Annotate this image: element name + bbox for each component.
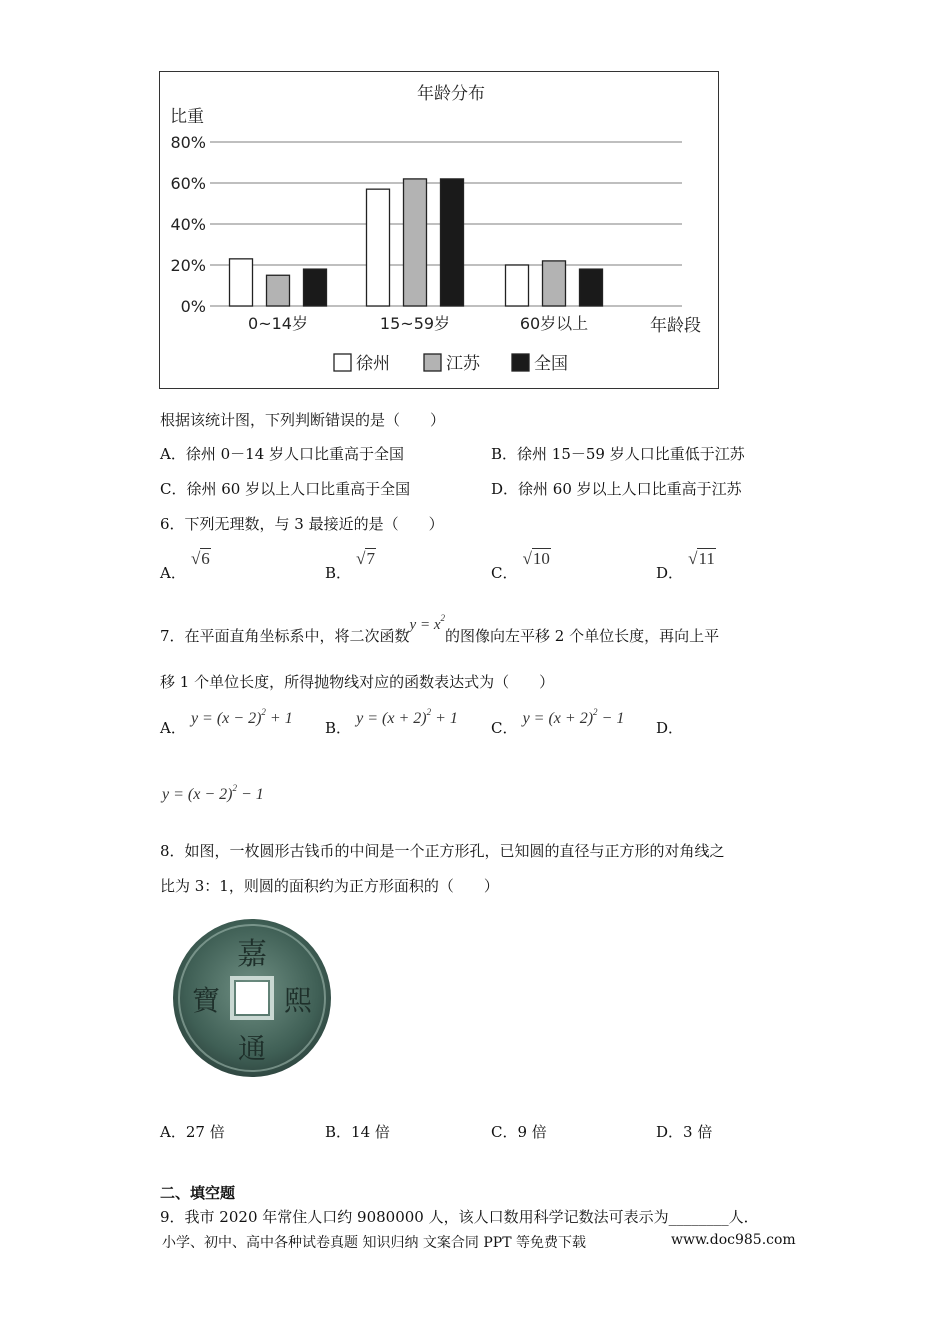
- q7-function: [409, 613, 445, 633]
- q8-option-b[interactable]: B．14 倍: [325, 1123, 390, 1141]
- bar: [230, 259, 253, 306]
- bar: [304, 269, 327, 306]
- q6-option-c-math: √10: [522, 549, 550, 568]
- y-tick-label: 20%: [170, 256, 206, 275]
- bar: [267, 275, 290, 306]
- q6-stem: 6．下列无理数，与 3 最接近的是（ ）: [160, 515, 444, 533]
- x-tick-label: 0~14岁: [248, 314, 308, 333]
- y-tick-label: 40%: [170, 215, 206, 234]
- q8-stem-line1: 8．如图，一枚圆形古钱币的中间是一个正方形孔，已知圆的直径与正方形的对角线之: [160, 842, 725, 860]
- bar: [367, 189, 390, 306]
- legend-swatch: [334, 354, 351, 371]
- q5-option-d[interactable]: D．徐州 60 岁以上人口比重高于江苏: [491, 480, 742, 498]
- q6-option-d-math: √11: [688, 549, 715, 568]
- q7-function-exp: 2: [440, 613, 445, 623]
- q6-option-b-label: B．: [325, 564, 352, 582]
- q8-option-c[interactable]: C．9 倍: [491, 1123, 547, 1141]
- q7-option-a-math: $y = (x - 2)^2 + 1$: [190, 706, 293, 727]
- legend-swatch: [512, 354, 529, 371]
- q7-option-c-math: $y = (x + 2)^2 - 1$: [522, 706, 625, 727]
- y-axis-label: 比重: [170, 107, 204, 127]
- y-tick-label: 0%: [180, 297, 206, 316]
- radicand-d: 11: [698, 549, 715, 568]
- q7-option-b[interactable]: [325, 706, 458, 737]
- q7-option-b-label: B．: [325, 719, 352, 737]
- chart-title: 年龄分布: [417, 84, 485, 104]
- q5-option-a[interactable]: A．徐州 0－14 岁人口比重高于全国: [160, 445, 405, 463]
- y-tick-label: 60%: [170, 174, 206, 193]
- radicand-a: 6: [201, 549, 210, 568]
- q6-option-b[interactable]: [325, 549, 376, 582]
- q6-option-a-math: √6: [190, 549, 210, 568]
- legend-label: 江苏: [446, 354, 480, 374]
- q7-option-a[interactable]: [160, 706, 293, 737]
- coin-char-top: 嘉: [237, 937, 267, 972]
- q7-stem-part1: 7．在平面直角坐标系中，将二次函数: [160, 627, 410, 645]
- bar: [441, 179, 464, 306]
- q5-option-b[interactable]: B．徐州 15－59 岁人口比重低于江苏: [491, 445, 745, 463]
- q6-option-c[interactable]: [491, 549, 551, 582]
- coin-figure: [170, 912, 335, 1084]
- q7-stem-line2: 移 1 个单位长度，所得抛物线对应的函数表达式为（ ）: [160, 673, 555, 691]
- legend-label: 全国: [534, 354, 568, 374]
- coin-char-bottom: 通: [237, 1032, 267, 1065]
- q6-option-d-label: D．: [656, 564, 684, 582]
- age-distribution-chart: [159, 71, 719, 389]
- bar: [506, 265, 529, 306]
- bar: [543, 261, 566, 306]
- q7-stem-line1: [160, 613, 720, 647]
- q6-option-a-label: A．: [160, 564, 186, 582]
- bar: [404, 179, 427, 306]
- legend-swatch: [424, 354, 441, 371]
- footer-url[interactable]: www.doc985.com: [671, 1232, 796, 1248]
- q7-option-c[interactable]: [491, 706, 625, 737]
- q7-option-b-math: $y = (x + 2)^2 + 1$: [356, 706, 458, 727]
- radicand-c: 10: [532, 549, 550, 568]
- x-tick-label: 60岁以上: [519, 314, 589, 333]
- q7-option-d-label[interactable]: D．: [656, 719, 684, 737]
- q7-option-d[interactable]: [162, 784, 264, 804]
- q8-stem-line2: 比为 3：1，则圆的面积约为正方形面积的（ ）: [160, 877, 499, 895]
- bar: [580, 269, 603, 306]
- q6-option-c-label: C．: [491, 564, 518, 582]
- q9-stem: 9．我市 2020 年常住人口约 9080000 人，该人口数用科学记数法可表示为________人．: [160, 1208, 759, 1226]
- q7-option-a-label: A．: [160, 719, 186, 737]
- q6-option-a[interactable]: [160, 549, 211, 582]
- footer-text: 小学、初中、高中各种试卷真题 知识归纳 文案合同 PPT 等免费下载: [162, 1235, 586, 1251]
- q5-option-c[interactable]: C．徐州 60 岁以上人口比重高于全国: [160, 480, 411, 498]
- q7-function-base: y = x: [409, 617, 441, 633]
- q6-option-d[interactable]: [656, 549, 716, 582]
- q8-option-a[interactable]: A．27 倍: [160, 1123, 225, 1141]
- q7-option-c-label: C．: [491, 719, 518, 737]
- legend-label: 徐州: [356, 354, 390, 374]
- coin-char-left: 寶: [191, 984, 221, 1017]
- x-tick-label: 15~59岁: [379, 314, 451, 333]
- chart-canvas: [160, 72, 717, 387]
- y-tick-label: 80%: [170, 133, 206, 152]
- section-title-fill-in: 二、填空题: [160, 1184, 236, 1202]
- q6-option-b-math: √7: [356, 549, 375, 568]
- coin-square-hole: [236, 982, 268, 1014]
- q5-stem: 根据该统计图，下列判断错误的是（ ）: [160, 411, 446, 429]
- x-axis-label: 年龄段: [650, 316, 701, 336]
- q7-stem-part2: 的图像向左平移 2 个单位长度，再向上平: [444, 627, 720, 645]
- q8-option-d[interactable]: D．3 倍: [656, 1123, 713, 1141]
- coin-char-right: 熙: [283, 984, 313, 1017]
- radicand-b: 7: [366, 549, 375, 568]
- q7-option-d-math: $y = (x - 2)^2 - 1$: [162, 782, 264, 803]
